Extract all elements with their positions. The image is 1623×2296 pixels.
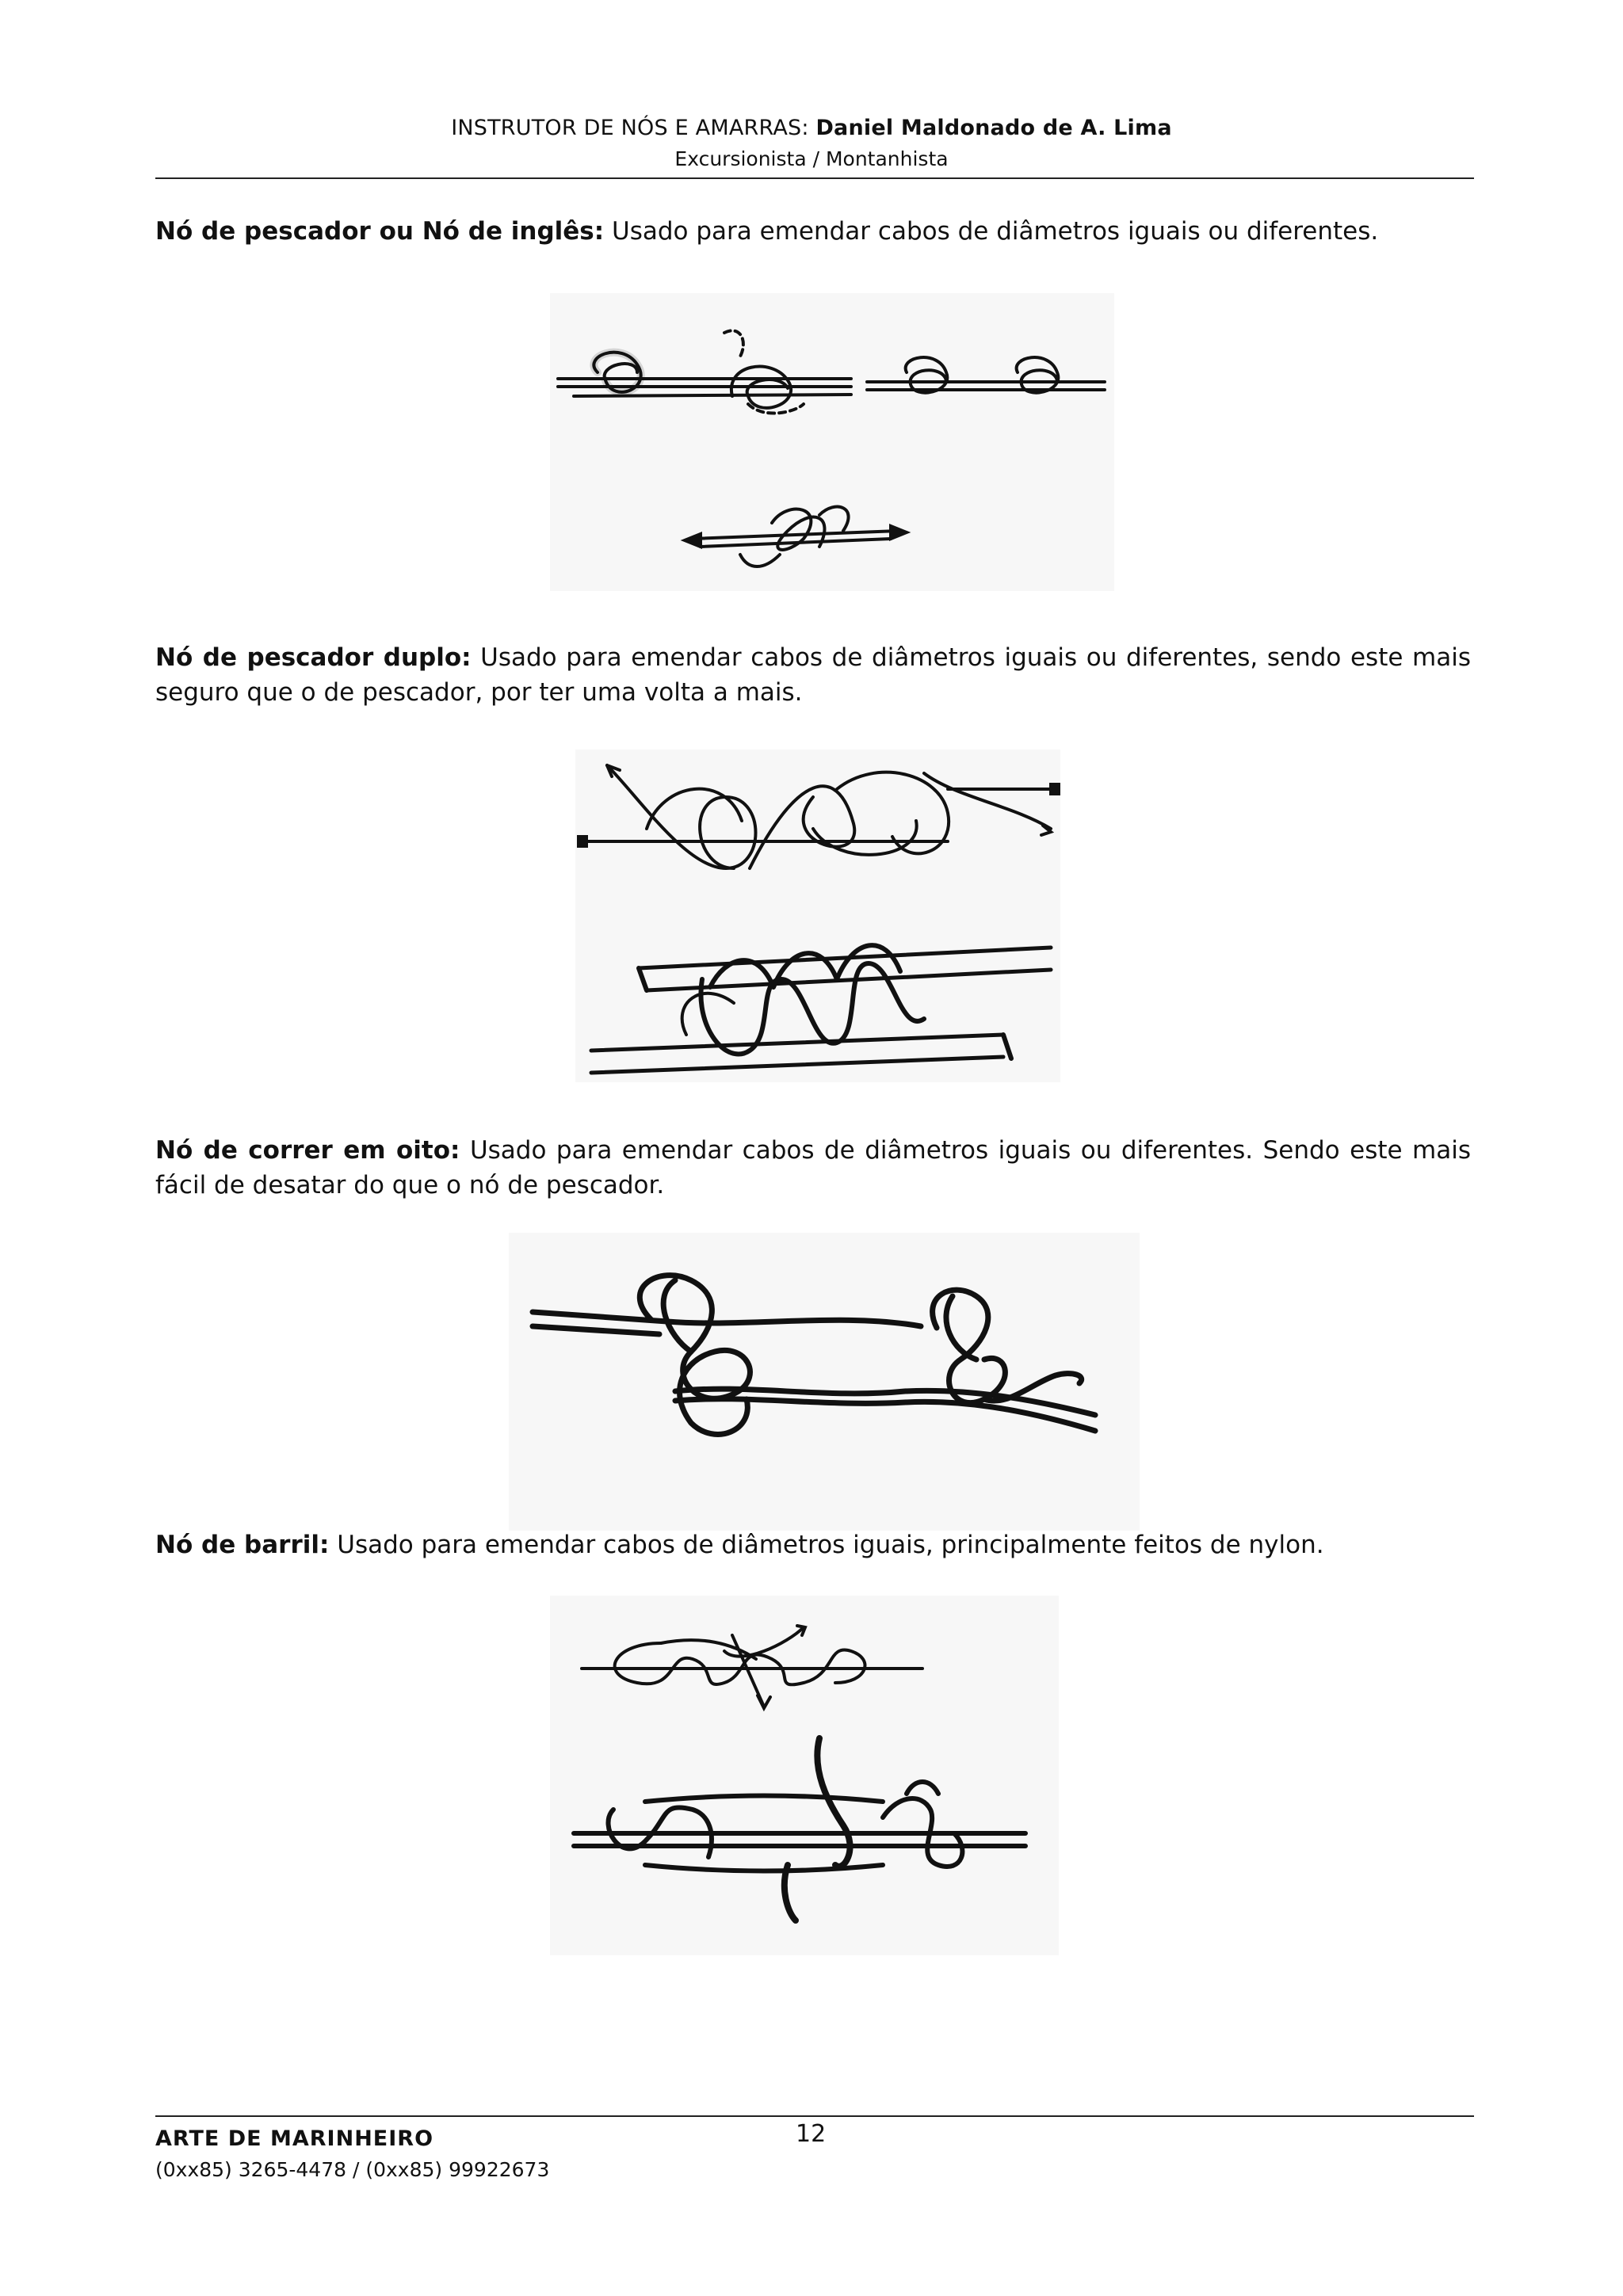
header-line	[0, 113, 1623, 144]
header-rule	[155, 177, 1474, 179]
section-text: Usado para emendar cabos de diâmetros iguais, principalmente feitos de nylon.	[337, 1531, 1324, 1559]
section-fishermans-knot	[155, 214, 1471, 249]
page-number: 12	[796, 2120, 827, 2148]
section-title: Nó de correr em oito:	[155, 1136, 460, 1165]
page-header	[0, 113, 1623, 174]
footer	[155, 2123, 549, 2185]
section-figure-eight-bend	[155, 1133, 1471, 1203]
section-double-fishermans	[155, 640, 1471, 710]
section-title: Nó de pescador duplo:	[155, 643, 472, 672]
figure-eight-bend-illustration	[509, 1233, 1140, 1531]
section-text: Usado para emendar cabos de diâmetros iguais ou diferentes, sendo este mais seguro que o de pescador, por ter uma volta a mais.	[155, 643, 1471, 707]
footer-rule	[155, 2115, 1474, 2117]
section-title: Nó de pescador ou Nó de inglês:	[155, 217, 605, 246]
fishermans-knot-illustration	[550, 293, 1114, 591]
section-text: Usado para emendar cabos de diâmetros iguais ou diferentes. Sendo este mais fácil de desatar do que o nó de pescador.	[155, 1136, 1472, 1199]
double-fishermans-illustration	[575, 749, 1060, 1082]
instructor-name: Daniel Maldonado de A. Lima	[815, 116, 1172, 140]
barrel-knot-illustration	[550, 1596, 1059, 1955]
section-barrel-knot	[155, 1527, 1471, 1562]
instructor-label: INSTRUTOR DE NÓS E AMARRAS:	[451, 116, 809, 140]
footer-title: ARTE DE MARINHEIRO	[155, 2126, 434, 2151]
section-title: Nó de barril:	[155, 1531, 330, 1559]
section-text: Usado para emendar cabos de diâmetros iguais ou diferentes.	[612, 217, 1379, 246]
header-subtitle: Excursionista / Montanhista	[674, 147, 949, 170]
footer-phones: (0xx85) 3265-4478 / (0xx85) 99922673	[155, 2158, 550, 2181]
